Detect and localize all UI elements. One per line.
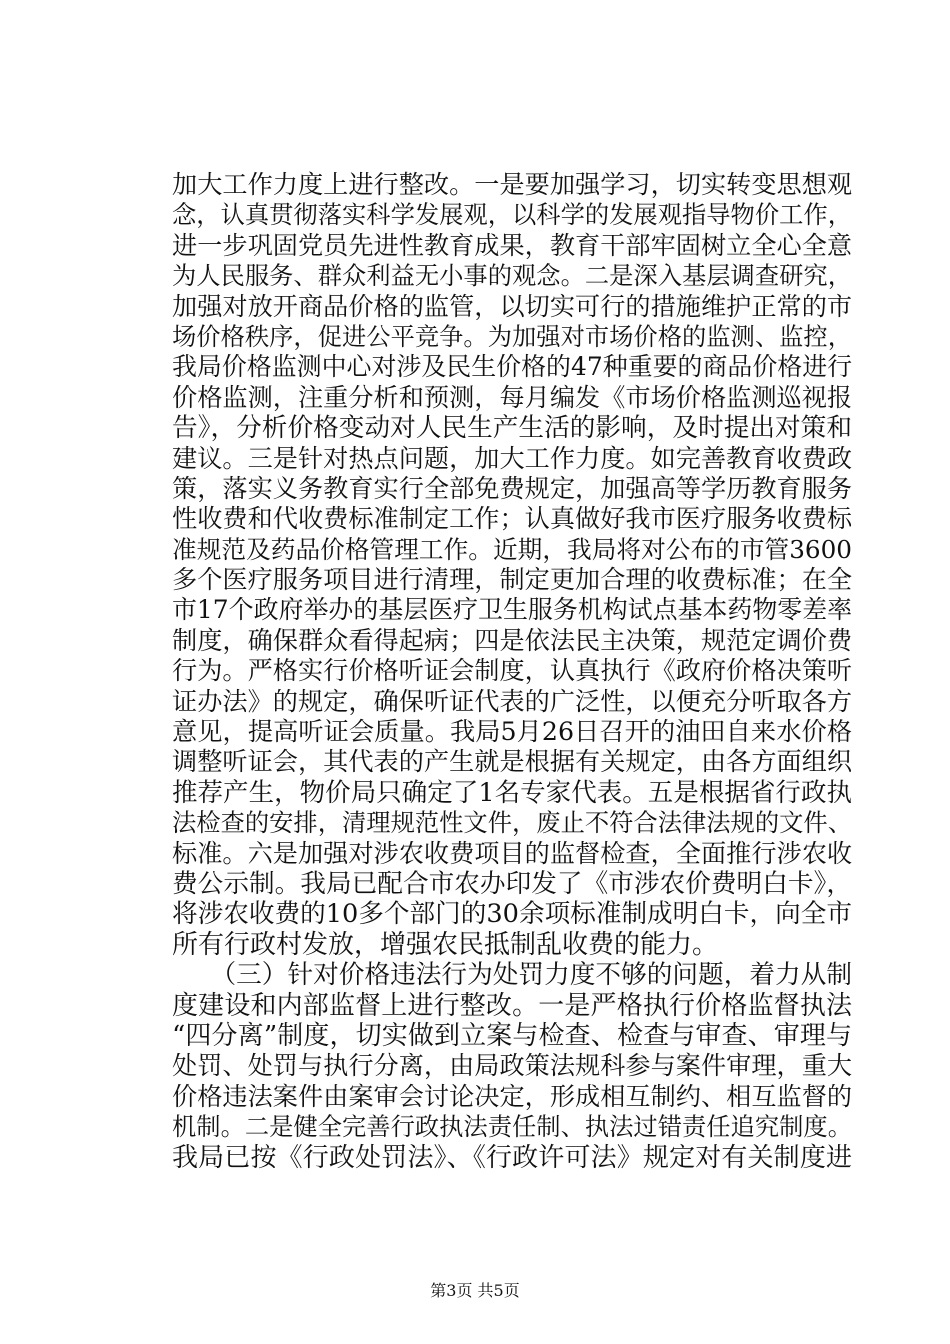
- text-line: 处罚、处罚与执行分离，由局政策法规科参与案件审理，重大: [172, 1051, 853, 1081]
- text-line: 我局价格监测中心对涉及民生价格的47种重要的商品价格进行: [172, 352, 853, 382]
- text-line: 多个医疗服务项目进行清理，制定更加合理的收费标准；在全: [172, 565, 853, 595]
- text-line: 调整听证会，其代表的产生就是根据有关规定，由各方面组织: [172, 747, 853, 777]
- text-line: 建议。三是针对热点问题，加大工作力度。如完善教育收费政: [172, 443, 853, 473]
- text-line: 法检查的安排，清理规范性文件，废止不符合法律法规的文件、: [172, 808, 852, 838]
- text-line: 价格监测，注重分析和预测，每月编发《市场价格监测巡视报: [172, 382, 853, 412]
- text-line: （三）针对价格违法行为处罚力度不够的问题，着力从制: [172, 960, 852, 991]
- text-line: 机制。二是健全完善行政执法责任制、执法过错责任追究制度。: [172, 1112, 852, 1142]
- text-line: 费公示制。我局已配合市农办印发了《市涉农价费明白卡》，: [172, 868, 852, 899]
- text-line: 将涉农收费的10多个部门的30余项标准制成明白卡，向全市: [172, 899, 852, 930]
- text-line: 性收费和代收费标准制定工作；认真做好我市医疗服务收费标: [172, 504, 853, 534]
- text-line: 加强对放开商品价格的监管，以切实可行的措施维护正常的市: [172, 291, 853, 321]
- text-line: 标准。六是加强对涉农收费项目的监督检查，全面推行涉农收: [172, 838, 853, 868]
- text-line: 证办法》的规定，确保听证代表的广泛性，以便充分听取各方: [172, 686, 853, 716]
- text-line: “四分离”制度，切实做到立案与检查、检查与审查、审理与: [172, 1020, 852, 1051]
- text-line: 告》，分析价格变动对人民生产生活的影响，及时提出对策和: [172, 413, 852, 444]
- page-footer: 第3页 共5页: [430, 1281, 520, 1300]
- text-line: 制度，确保群众看得起病；四是依法民主决策，规范定调价费: [172, 625, 853, 655]
- text-line: 策，落实义务教育实行全部免费规定，加强高等学历教育服务: [172, 473, 853, 503]
- text-line: 度建设和内部监督上进行整改。一是严格执行价格监督执法: [172, 990, 852, 1021]
- text-line: 加大工作力度上进行整改。一是要加强学习，切实转变思想观: [172, 170, 853, 199]
- text-line: 所有行政村发放，增强农民抵制乱收费的能力。: [172, 929, 719, 960]
- text-line: 价格违法案件由案审会讨论决定，形成相互制约、相互监督的: [172, 1081, 853, 1111]
- text-line: 进一步巩固党员先进性教育成果，教育干部牢固树立全心全意: [172, 230, 853, 260]
- text-line: 场价格秩序，促进公平竞争。为加强对市场价格的监测、监控，: [172, 321, 852, 351]
- text-line: 行为。严格实行价格听证会制度，认真执行《政府价格决策听: [172, 656, 853, 686]
- text-line: 推荐产生，物价局只确定了1名专家代表。五是根据省行政执: [172, 777, 852, 808]
- document-body: [172, 170, 852, 1173]
- text-line: 为人民服务、群众利益无小事的观念。二是深入基层调查研究，: [172, 261, 852, 291]
- text-line: 我局已按《行政处罚法》、《行政许可法》规定对有关制度进: [172, 1142, 852, 1173]
- text-line: 意见，提高听证会质量。我局5月26日召开的油田自来水价格: [172, 717, 852, 747]
- text-line: 念，认真贯彻落实科学发展观，以科学的发展观指导物价工作，: [172, 200, 852, 230]
- text-line: 市17个政府举办的基层医疗卫生服务机构试点基本药物零差率: [172, 595, 853, 625]
- text-line: 准规范及药品价格管理工作。近期，我局将对公布的市管3600: [172, 534, 853, 564]
